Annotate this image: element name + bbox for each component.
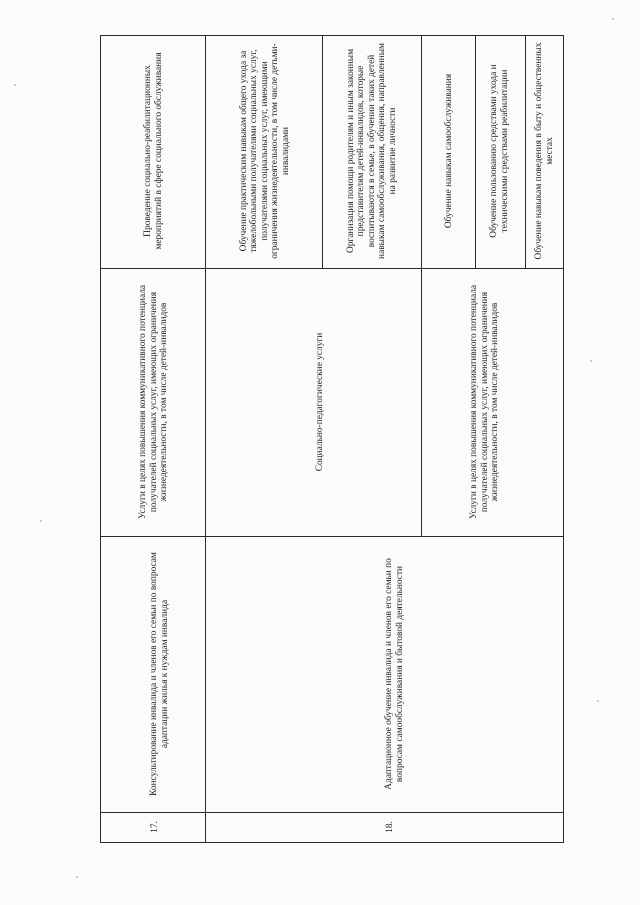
row-17-service: Консультирование инвалида и членов его семьи по вопросам адаптации жилья к нуждам инвалида <box>149 552 170 796</box>
sub-sep-1 <box>322 35 323 268</box>
cat-sep-18 <box>421 268 422 536</box>
row-18-content-5: Обучение навыкам поведения в быту и общественных местах <box>534 42 555 260</box>
row-sep-17-18 <box>205 35 206 843</box>
sub-sep-3 <box>475 35 476 268</box>
row-18-content-2: Организация помощи родителям и иным законным представителям детей-инвалидов, которые воспитываются в семье, в обучении таких детей навыкам самообслуживания, общения, направленным на развитие личности <box>345 43 398 259</box>
row-18-content-4: Обучение пользованию средствами ухода и техническими средствами реабилитации <box>489 64 510 238</box>
scan-speck <box>597 700 599 702</box>
scan-speck <box>76 876 78 878</box>
row-18-category-a: Социально-педагогические услуги <box>314 332 325 472</box>
row-18-service: Адаптационное обучение инвалида и членов его семьи по вопросам самообслуживания и бытовой деятельности <box>384 558 405 790</box>
row-17-content: Проведение социально-реабилитационных мероприятий в сфере социального обслуживания <box>143 52 164 250</box>
sub-sep-2 <box>421 35 422 268</box>
table-border-bottom <box>100 842 564 843</box>
scan-speck <box>590 360 592 362</box>
scan-speck <box>40 520 42 522</box>
row-18-content-3: Обучение навыкам самообслуживания <box>443 73 454 229</box>
col-sep-number <box>100 812 564 813</box>
row-17-number: 17. <box>149 821 160 833</box>
table-border-left <box>100 35 101 843</box>
scan-speck <box>612 18 614 20</box>
table-border-right <box>563 35 564 843</box>
scan-speck <box>14 84 16 86</box>
col-sep-content <box>100 268 564 269</box>
row-18-content-1: Обучение практическим навыкам общего ухода за тяжелобольными получателями социальных услуг, получателями социальных услуг, имеющими ограничения жизнедеятельности, в том числе детьми-инвалидами <box>238 43 291 259</box>
sub-sep-4 <box>525 35 526 268</box>
col-sep-category <box>100 536 564 537</box>
row-17-category: Услуги в целях повышения коммуникативного потенциала получателей социальных услуг, имеющих ограничения жизнедеятельности, в том числе детей-инвалидов <box>138 284 170 520</box>
row-18-number: 18. <box>384 821 395 833</box>
row-18-category-b: Услуги в целях повышения коммуникативного потенциала получателей социальных услуг, имеющих ограничения жизнедеятельности, в том числе детей-инвалидов <box>469 284 501 520</box>
